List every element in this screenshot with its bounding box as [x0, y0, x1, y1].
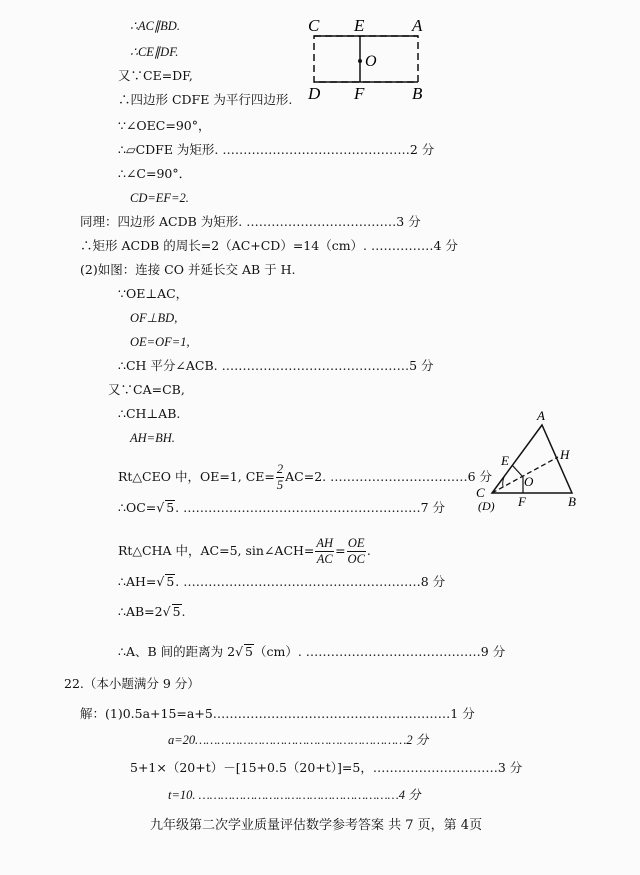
line-9: 同理：四边形 ACDB 为矩形. ………………………………3 分: [80, 214, 421, 229]
line-21-post: .: [366, 543, 371, 558]
line-19-post: AC=2. ……………………………6 分: [285, 469, 493, 484]
label-f: F: [354, 84, 365, 103]
line-1: ∴AC∥BD.: [130, 19, 180, 33]
label-d: D: [308, 84, 321, 103]
sqrt-radicand-4: 5: [245, 644, 253, 659]
fraction-oe: OE: [347, 536, 365, 550]
line-15: ∴CH 平分∠ACB. ………………………………………5 分: [118, 358, 434, 373]
fraction-ah-ac: [315, 536, 334, 567]
fraction-denominator: 5: [276, 478, 284, 492]
page-footer: 九年级第二次学业质量评估数学参考答案 共 7 页，第 4页: [150, 818, 483, 833]
question-22-heading: 22.（本小题满分 9 分）: [64, 676, 200, 691]
line-7: ∴∠C=90°．: [118, 166, 192, 181]
line-29: t=10. ………………………………………………4 分: [168, 788, 421, 802]
label-o2: O: [524, 474, 534, 489]
line-12: ∵OE⊥AC，: [118, 286, 189, 301]
line-26: 解：(1)0.5a+15=a+5…………………………………………………1 分: [80, 706, 475, 721]
sqrt-radicand: 5: [166, 500, 175, 515]
line-24-pre: ∴A、B 间的距离为 2: [118, 644, 236, 659]
point-o: [358, 59, 362, 63]
equals-sign: =: [335, 543, 346, 558]
triangle-figure: [470, 405, 590, 515]
line-20-pre: ∴OC=: [118, 500, 157, 515]
sqrt-radicand-2: 5: [166, 574, 175, 589]
line-18: AH=BH.: [130, 431, 175, 445]
label-f2: F: [518, 494, 526, 509]
label-c: C: [308, 16, 320, 35]
fraction-oe-oc: [347, 536, 366, 567]
fraction-ac: AC: [316, 552, 333, 566]
line-21-pre: Rt△CHA 中，AC=5, sin∠ACH=: [118, 543, 315, 558]
line-3: 又∵CE=DF,: [118, 68, 193, 83]
label-b: B: [412, 84, 423, 103]
line-28: 5+1×（20+t）－[15+0.5（20+t）]=5，…………………………3 分: [130, 760, 523, 775]
line-19: [118, 462, 492, 493]
line-21: [118, 536, 371, 567]
rectangle-figure: [300, 10, 435, 105]
fraction-oc: OC: [347, 552, 365, 566]
line-5: ∵∠OEC=90°，: [118, 118, 211, 133]
label-a2: A: [537, 408, 545, 423]
label-e: E: [354, 16, 365, 35]
line-2: ∴CE∥DF.: [130, 45, 179, 59]
line-22: ∴AH=√ 5. …………………………………………………8 分: [118, 574, 446, 589]
label-c2: C: [476, 485, 485, 500]
line-24: ∴A、B 间的距离为 2√ 5（cm）. ……………………………………9 分: [118, 644, 506, 659]
line-11: (2)如图：连接 CO 并延长交 AB 于 H.: [80, 262, 296, 277]
label-o: O: [365, 53, 377, 70]
line-4: ∴四边形 CDFE 为平行四边形.: [118, 92, 293, 107]
line-13: OF⊥BD,: [130, 311, 178, 325]
fraction-numerator: 2: [276, 462, 284, 476]
line-23-pre: ∴AB=2: [118, 604, 163, 619]
line-23: ∴AB=2√ 5.: [118, 604, 186, 619]
line-23-post: .: [181, 604, 186, 619]
line-22-post: . …………………………………………………8 分: [175, 574, 446, 589]
line-14: OE=OF=1,: [130, 335, 190, 349]
label-e2: E: [501, 453, 509, 468]
line-27: a=20…………………………………………………2 分: [168, 733, 429, 747]
line-17: ∴CH⊥AB.: [118, 406, 181, 421]
label-a: A: [412, 16, 423, 35]
fraction-2-5: [276, 462, 284, 493]
line-24-post: （cm）. ……………………………………9 分: [254, 644, 506, 659]
sqrt-radicand-3: 5: [172, 604, 181, 619]
line-16: 又∵CA=CB,: [108, 382, 185, 397]
fraction-ah: AH: [316, 536, 334, 550]
line-20: ∴OC=√ 5. …………………………………………………7 分: [118, 500, 446, 515]
label-d2: (D): [478, 499, 495, 513]
line-8: CD=EF=2.: [130, 191, 189, 205]
label-b2: B: [568, 494, 576, 509]
line-22-pre: ∴AH=: [118, 574, 157, 589]
segment-oe: [512, 465, 523, 477]
label-h: H: [560, 447, 570, 462]
line-10: ∴矩形 ACDB 的周长=2（AC+CD）=14（cm）. ……………4 分: [80, 238, 458, 253]
line-6: ∴▱CDFE 为矩形. ………………………………………2 分: [118, 142, 435, 157]
line-19-pre: Rt△CEO 中，OE=1, CE=: [118, 469, 275, 484]
line-20-post: . …………………………………………………7 分: [175, 500, 446, 515]
